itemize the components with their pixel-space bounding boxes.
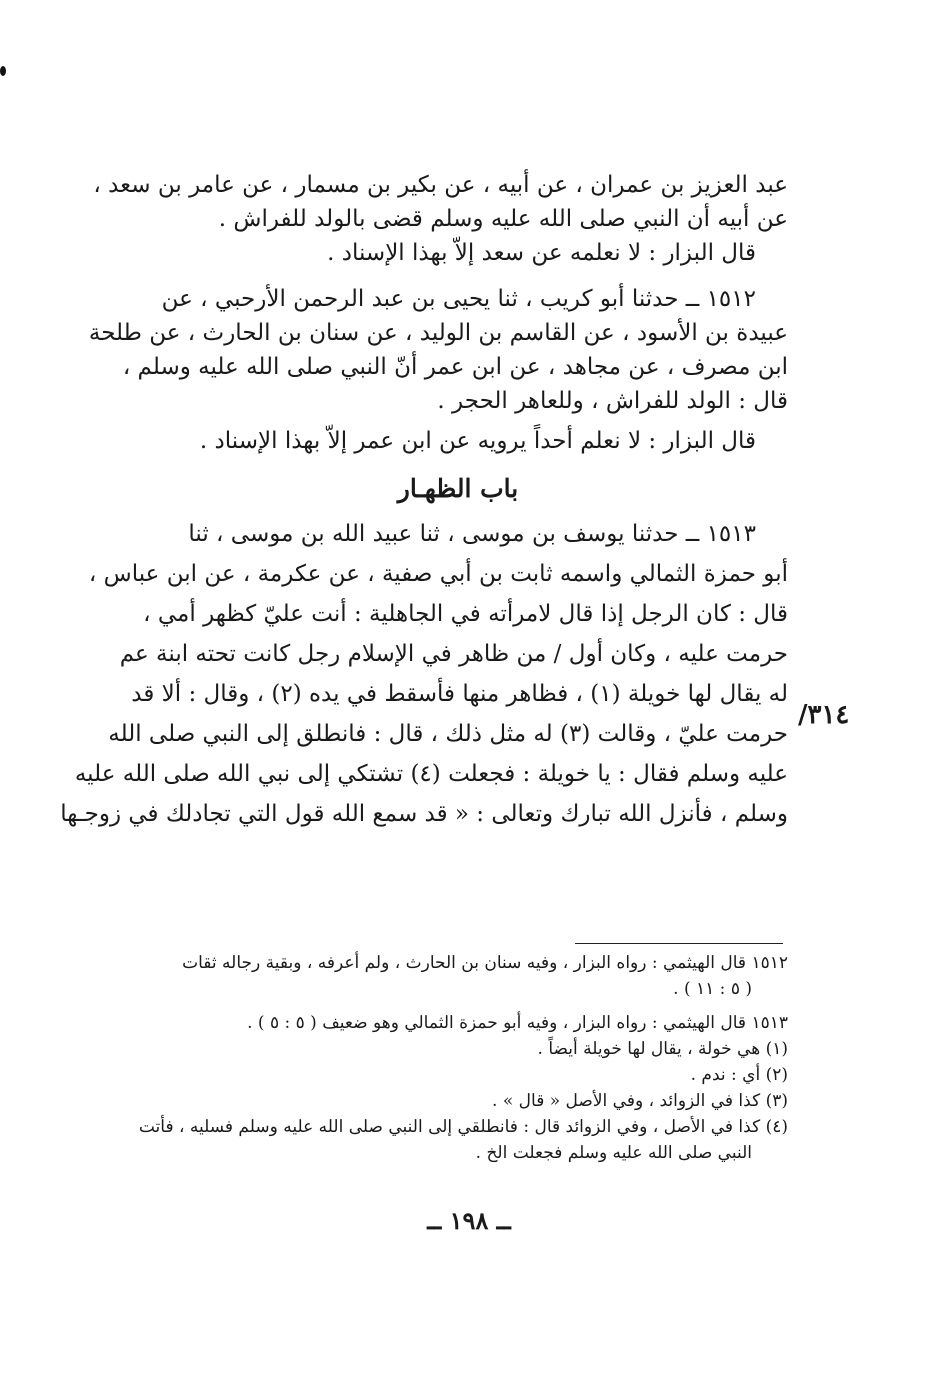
footnote-line: ١٥١٢ قال الهيثمي : رواه البزار ، وفيه سنان بن الحارث ، ولم أعرفه ، وبقية رجاله ثقات bbox=[182, 953, 788, 973]
text-line: قال : الولد للفراش ، وللعاهر الحجر . bbox=[437, 388, 788, 414]
footnotes bbox=[128, 950, 788, 1166]
hadith-1513 bbox=[60, 514, 788, 834]
footnote-line: (١) هي خولة ، يقال لها خويلة أيضاً . bbox=[537, 1039, 788, 1059]
footnote-line: ١٥١٣ قال الهيثمي : رواه البزار ، وفيه أبو حمزة الثمالي وهو ضعيف ( ٥ : ٥ ) . bbox=[247, 1013, 788, 1033]
text-line: وسلم ، فأنزل الله تبارك وتعالى : « قد سمع الله قول التي تجادلك في زوجـها bbox=[60, 801, 788, 827]
text-line: قال : كان الرجل إذا قال لامرأته في الجاهلية : أنت عليّ كظهر أمي ، bbox=[143, 601, 788, 627]
text-line: حرمت عليّ ، وقالت (٣) له مثل ذلك ، قال : فانطلق إلى النبي صلى الله bbox=[108, 721, 788, 747]
text-line: عبد العزيز بن عمران ، عن أبيه ، عن بكير بن مسمار ، عن عامر بن سعد ، bbox=[93, 172, 788, 198]
text-line: حرمت عليه ، وكان أول / من ظاهر في الإسلام رجل كانت تحته ابنة عم bbox=[119, 641, 788, 667]
main-text bbox=[60, 168, 788, 834]
text-line: عن أبيه أن النبي صلى الله عليه وسلم قضى بالولد للفراش . bbox=[218, 206, 788, 232]
footnote-line: (٢) أي : ندم . bbox=[690, 1065, 788, 1085]
text-line: أبو حمزة الثمالي واسمه ثابت بن أبي صفية ، عن عكرمة ، عن ابن عباس ، bbox=[88, 561, 788, 587]
footnote-line: (٣) كذا في الزوائد ، وفي الأصل « قال » . bbox=[492, 1091, 788, 1111]
text-line: له يقال لها خويلة (١) ، فظاهر منها فأسقط في يده (٢) ، وقال : ألا قد bbox=[131, 681, 788, 707]
text-line: ابن مصرف ، عن مجاهد ، عن ابن عمر أنّ النبي صلى الله عليه وسلم ، bbox=[122, 354, 788, 380]
footnote-line: ( ٥ : ١١ ) . bbox=[673, 979, 752, 999]
footnote-line: النبي صلى الله عليه وسلم فجعلت الخ . bbox=[475, 1143, 752, 1163]
text-line: ١٥١٣ ــ حدثنا يوسف بن موسى ، ثنا عبيد الله بن موسى ، ثنا bbox=[188, 521, 756, 547]
text-line: قال البزار : لا نعلم أحداً يرويه عن ابن عمر إلاّ بهذا الإسناد . bbox=[199, 428, 756, 454]
footnote-line: (٤) كذا في الأصل ، وفي الزوائد قال : فانطلقي إلى النبي صلى الله عليه وسلم فسليه ، فأتت bbox=[138, 1117, 788, 1137]
text-line: ١٥١٢ ــ حدثنا أبو كريب ، ثنا يحيى بن عبد الرحمن الأرحبي ، عن bbox=[161, 286, 756, 312]
hadith-1512 bbox=[88, 282, 788, 458]
text-line: عليه وسلم فقال : يا خويلة : فجعلت (٤) تشتكي إلى نبي الله صلى الله عليه bbox=[74, 761, 788, 787]
text-line: عبيدة بن الأسود ، عن القاسم بن الوليد ، عن سنان بن الحارث ، عن طلحة bbox=[88, 320, 788, 346]
text-line: قال البزار : لا نعلمه عن سعد إلاّ بهذا الإسناد . bbox=[327, 240, 756, 266]
footnote-divider bbox=[575, 943, 783, 944]
scan-mark bbox=[0, 66, 6, 76]
page-number: ــ ١٩٨ ــ bbox=[427, 1206, 511, 1235]
marginal-page-ref: ٣١٤/ bbox=[798, 700, 850, 730]
chapter-heading: باب الظهـار bbox=[397, 474, 519, 503]
